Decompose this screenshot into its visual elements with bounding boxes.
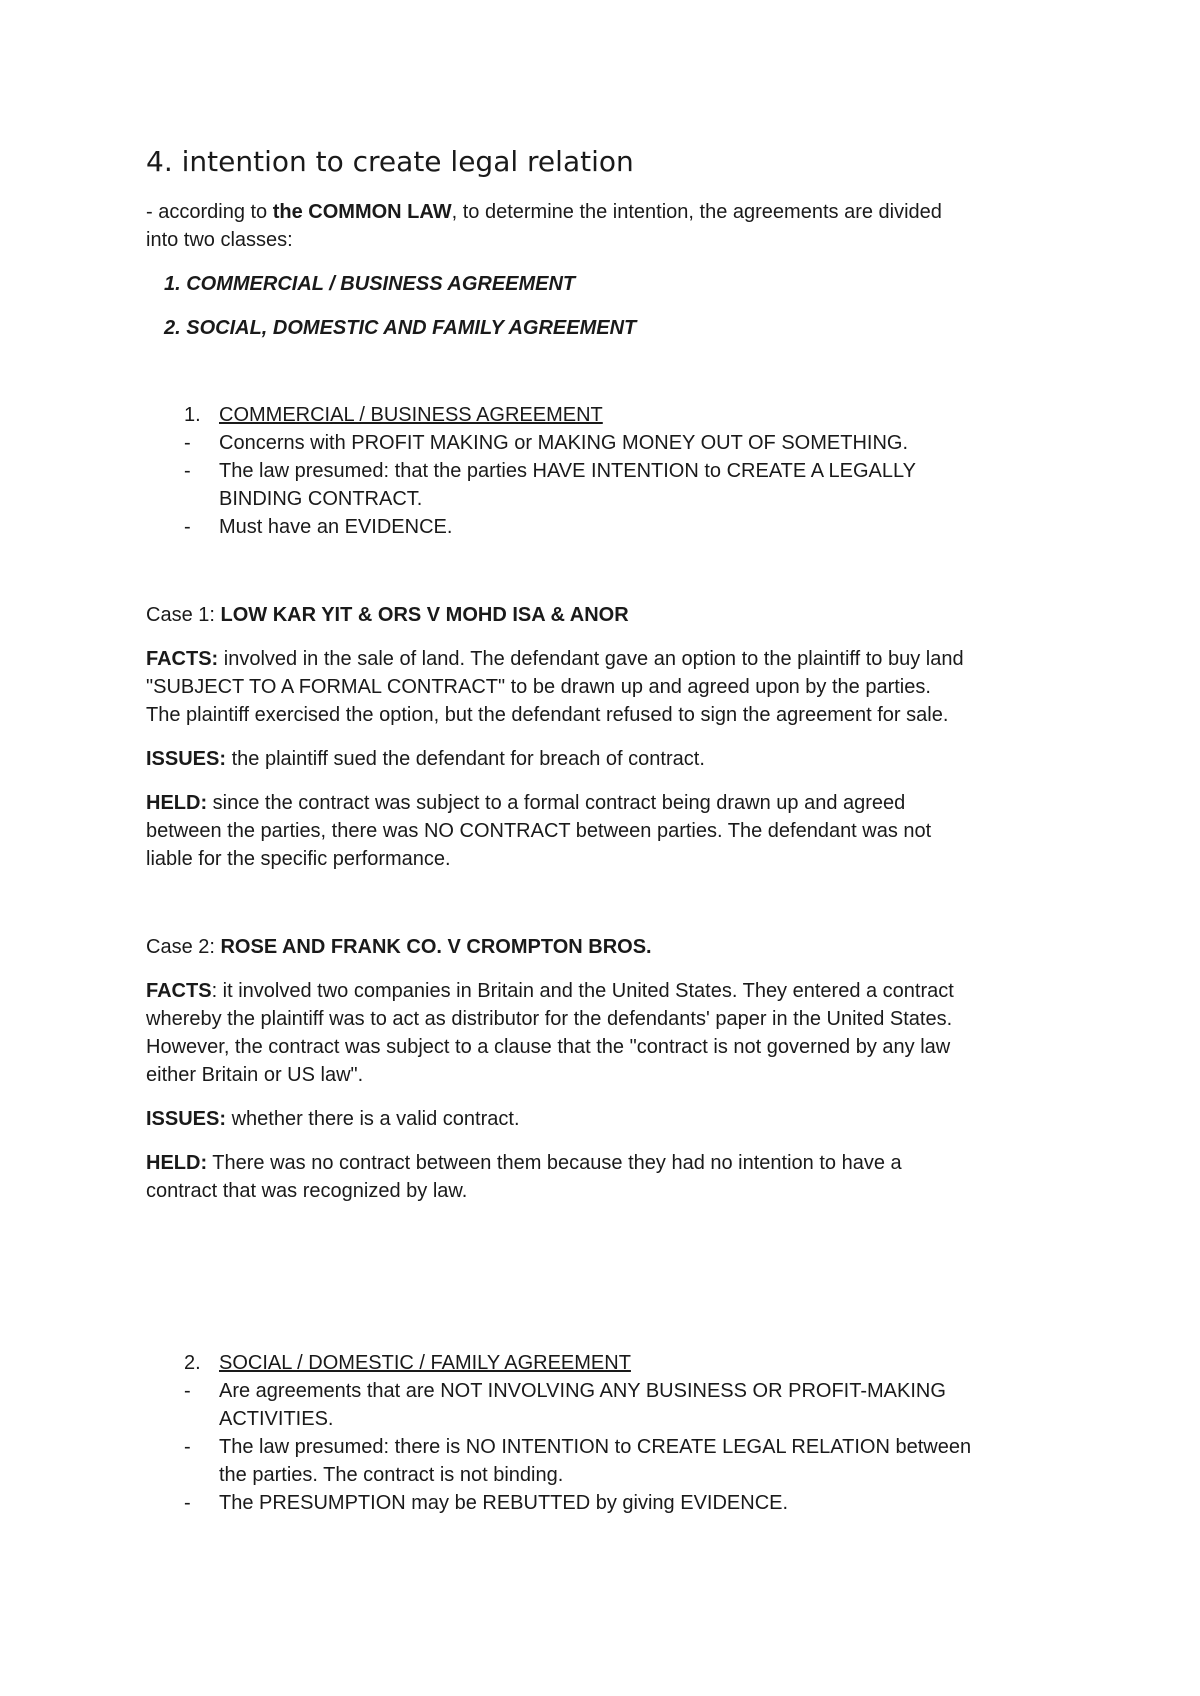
section2-bullet-2-marker: -	[184, 1436, 191, 1458]
case1-issues-label: ISSUES:	[146, 748, 227, 770]
case1-held-text: since the contract was subject to a formal contract being drawn up and agreed	[207, 792, 906, 814]
section2-bullet-3-marker: -	[184, 1492, 191, 1514]
case2-issues-text: whether there is a valid contract.	[226, 1108, 520, 1130]
case1-label: Case 1:	[146, 604, 221, 626]
section2-bullet-1-line-2: ACTIVITIES.	[219, 1408, 334, 1430]
case1-facts-line-3: The plaintiff exercised the option, but the defendant refused to sign the agreement for sale.	[146, 704, 949, 726]
case2-label: Case 2:	[146, 936, 221, 958]
section2-title: SOCIAL / DOMESTIC / FAMILY AGREEMENT	[219, 1352, 631, 1374]
case2-issues	[146, 1105, 520, 1133]
case1-held-label: HELD:	[146, 792, 208, 814]
case1-facts-label: FACTS:	[146, 648, 219, 670]
intro-bold-term: the COMMON LAW	[272, 201, 452, 223]
case2-facts-label: FACTS	[146, 980, 212, 1002]
case2-held-label: HELD:	[146, 1152, 208, 1174]
case1-facts-line-1	[146, 645, 964, 673]
intro-line-1	[146, 198, 942, 226]
case2-issues-label: ISSUES:	[146, 1108, 227, 1130]
case2-held-line-1	[146, 1149, 902, 1177]
case1-issues-text: the plaintiff sued the defendant for breach of contract.	[226, 748, 705, 770]
case1-held-line-3: liable for the specific performance.	[146, 848, 451, 870]
section1-bullet-2-marker: -	[184, 460, 191, 482]
case1-heading	[146, 601, 629, 629]
page-title: 4. intention to create legal relation	[146, 145, 634, 178]
section2-number: 2.	[184, 1352, 201, 1374]
section2-bullet-3: The PRESUMPTION may be REBUTTED by giving EVIDENCE.	[219, 1492, 789, 1514]
case1-name: LOW KAR YIT & ORS V MOHD ISA & ANOR	[220, 604, 629, 626]
case2-facts-line-1	[146, 977, 954, 1005]
section2-bullet-1-marker: -	[184, 1380, 191, 1402]
section1-bullet-3-marker: -	[184, 516, 191, 538]
case2-held-text: There was no contract between them because they had no intention to have a	[207, 1152, 902, 1174]
case2-name: ROSE AND FRANK CO. V CROMPTON BROS.	[220, 936, 652, 958]
case1-held-line-1	[146, 789, 905, 817]
case2-facts-line-2: whereby the plaintiff was to act as distributor for the defendants' paper in the United States.	[146, 1008, 953, 1030]
section1-bullet-1: Concerns with PROFIT MAKING or MAKING MONEY OUT OF SOMETHING.	[219, 432, 908, 454]
case2-facts-text: : it involved two companies in Britain and the United States. They entered a contract	[211, 980, 954, 1002]
section1-bullet-2-line-2: BINDING CONTRACT.	[219, 488, 423, 510]
case1-held-line-2: between the parties, there was NO CONTRACT between parties. The defendant was not	[146, 820, 932, 842]
intro-line-2: into two classes:	[146, 229, 293, 251]
case1-issues	[146, 745, 705, 773]
case2-heading	[146, 933, 652, 961]
case2-held-line-2: contract that was recognized by law.	[146, 1180, 468, 1202]
class-item-1: 1. COMMERCIAL / BUSINESS AGREEMENT	[164, 273, 576, 295]
section2-bullet-2-line-1: The law presumed: there is NO INTENTION to CREATE LEGAL RELATION between	[219, 1436, 972, 1458]
case1-facts-line-2: "SUBJECT TO A FORMAL CONTRACT" to be drawn up and agreed upon by the parties.	[146, 676, 931, 698]
section2-bullet-1-line-1: Are agreements that are NOT INVOLVING ANY BUSINESS OR PROFIT-MAKING	[219, 1380, 946, 1402]
intro-rest: , to determine the intention, the agreements are divided	[451, 201, 942, 223]
section2-bullet-2-line-2: the parties. The contract is not binding.	[219, 1464, 564, 1486]
case2-facts-line-3: However, the contract was subject to a clause that the "contract is not governed by any law	[146, 1036, 951, 1058]
section1-number: 1.	[184, 404, 201, 426]
class-item-2: 2. SOCIAL, DOMESTIC AND FAMILY AGREEMENT	[164, 317, 637, 339]
section1-bullet-3: Must have an EVIDENCE.	[219, 516, 453, 538]
section1-bullet-2-line-1: The law presumed: that the parties HAVE INTENTION to CREATE A LEGALLY	[219, 460, 916, 482]
section1-title: COMMERCIAL / BUSINESS AGREEMENT	[219, 404, 603, 426]
section1-bullet-1-marker: -	[184, 432, 191, 454]
case1-facts-text: involved in the sale of land. The defendant gave an option to the plaintiff to buy land	[218, 648, 964, 670]
case2-facts-line-4: either Britain or US law".	[146, 1064, 364, 1086]
intro-prefix: - according to	[146, 201, 273, 223]
